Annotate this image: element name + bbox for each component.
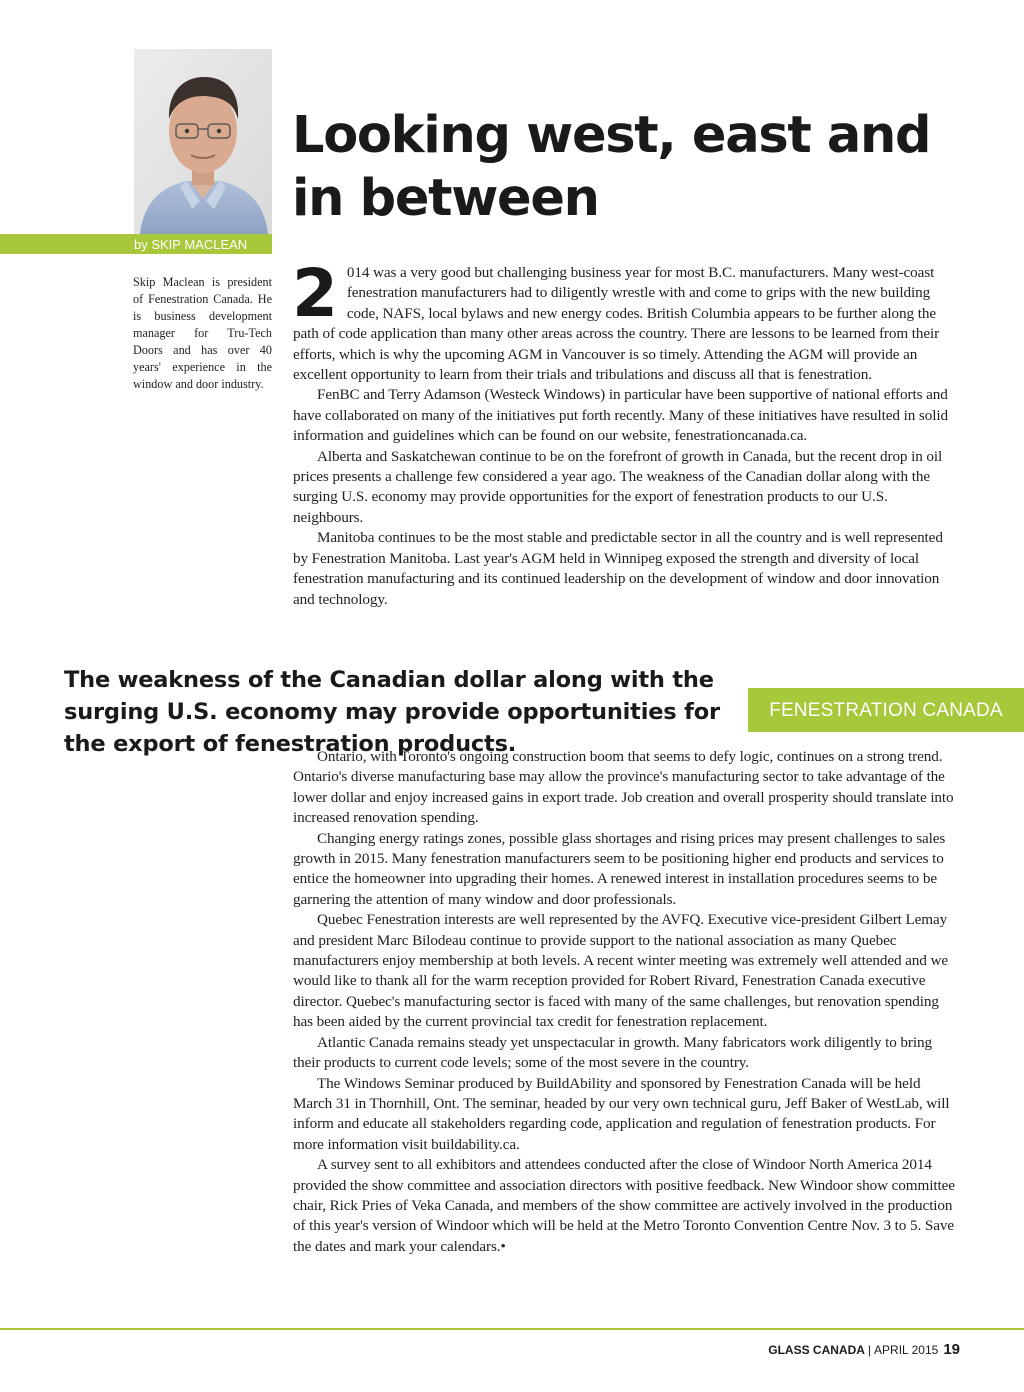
article-paragraph: Changing energy ratings zones, possible glass shortages and rising prices may present challenges to sales growth in 2015. Many fenestration manufacturers seem to be positioning higher end products and services to entice the homeowner into upgrading their homes. A renewed interest in installation procedures seems to be garnering the attention of many window and door professionals. <box>293 829 946 908</box>
magazine-name: GLASS CANADA <box>768 1343 865 1357</box>
drop-cap: 2 <box>292 255 338 332</box>
author-photo <box>134 49 272 234</box>
page-footer <box>768 1341 960 1358</box>
article-title: Looking west, east and in between <box>292 106 931 228</box>
article-body-top <box>292 255 961 610</box>
footer-separator: | <box>867 1343 872 1357</box>
article-paragraph: 2 014 was a very good but challenging business year for most B.C. manufacturers. Many west-coast fenestration manufacturers had to diligently wrestle with and come to grips with the new building code, NAFS, local bylaws and new energy codes. British Columbia appears to be further along the path of code application than many other areas across the country. There are lessons to be learned from their efforts, which is why the upcoming AGM in Vancouver is so timely. Attending the AGM will provide an excellent opportunity to learn from their trials and tribulations and discuss all that is fenestration. <box>292 255 940 384</box>
author-bio: Skip Maclean is president of Fenestration Canada. He is business development manager for Tru-Tech Doors and has over 40 years' experience in the window and door industry. <box>133 275 272 391</box>
article-paragraph: Alberta and Saskatchewan continue to be on the forefront of growth in Canada, but the recent drop in oil prices presents a challenge few considered a year ago. The weakness of the Canadian dollar along with the surging U.S. economy may provide opportunities for the export of fenestration products to our U.S. neighbours. <box>293 447 943 526</box>
pull-quote: The weakness of the Canadian dollar along with the surging U.S. economy may provide opportunities for the export of fenestration products. <box>64 667 720 757</box>
section-tag: FENESTRATION CANADA <box>748 688 1024 732</box>
page-number: 19 <box>943 1341 960 1358</box>
article-paragraph: Atlantic Canada remains steady yet unspectacular in growth. Many fabricators work diligently to bring their products to current code levels; some of the most severe in the country. <box>293 1033 932 1072</box>
footer-rule <box>0 1328 1024 1330</box>
article-paragraph: Ontario, with Toronto's ongoing construction boom that seems to defy logic, continues on a strong trend. Ontario's diverse manufacturing base may allow the province's manufacturing sector to take advantage of the lower dollar and enjoy increased gains in export trade. Job creation and overall prosperity should translate into increased renovation spending. <box>293 748 954 827</box>
byline: by SKIP MACLEAN <box>134 237 248 252</box>
issue-date: APRIL 2015 <box>874 1343 939 1357</box>
article-paragraph: A survey sent to all exhibitors and attendees conducted after the close of Windoor North America 2014 provided the show committee and association directors with positive feedback. New Windoor show committee chair, Rick Pries of Veka Canada, and members of the show committee are actively involved in the production of this year's version of Windoor which will be held at the Metro Toronto Convention Centre Nov. 3 to 5. Save the dates and mark your calendars.• <box>293 1156 955 1255</box>
article-paragraph: FenBC and Terry Adamson (Westeck Windows) in particular have been supportive of national efforts and have collaborated on many of the initiatives put forth recently. Many of these initiatives have resulted in solid information and guidelines which can be found on our website, fenestrationcanada.ca. <box>293 386 948 445</box>
article-paragraph: The Windows Seminar produced by BuildAbility and sponsored by Fenestration Canada will be held March 31 in Thornhill, Ont. The seminar, headed by our very own technical guru, Jeff Baker of WestLab, will inform and educate all stakeholders regarding code, application and regulation of fenestration products. For more information visit buildability.ca. <box>293 1074 950 1153</box>
article-paragraph: Manitoba continues to be the most stable and predictable sector in all the country and is well represented by Fenestration Manitoba. Last year's AGM held in Winnipeg exposed the strength and diversity of local fenestration manufacturing and its continued leadership on the development of window and door innovation and technology. <box>293 529 943 608</box>
article-paragraph: Quebec Fenestration interests are well represented by the AVFQ. Executive vice-president Gilbert Lemay and president Marc Bilodeau continue to provide support to the national association as many Quebec manufacturers enjoy membership at both levels. A recent winter meeting was extremely well attended and we would like to thank all for the warm reception provided for Robert Rivard, Fenestration Canada executive director. Quebec's manufacturing sector is faced with many of the same challenges, but renovation spending has been aided by the current provincial tax credit for fenestration replacement. <box>293 911 948 1031</box>
article-body-bottom <box>293 747 961 1257</box>
